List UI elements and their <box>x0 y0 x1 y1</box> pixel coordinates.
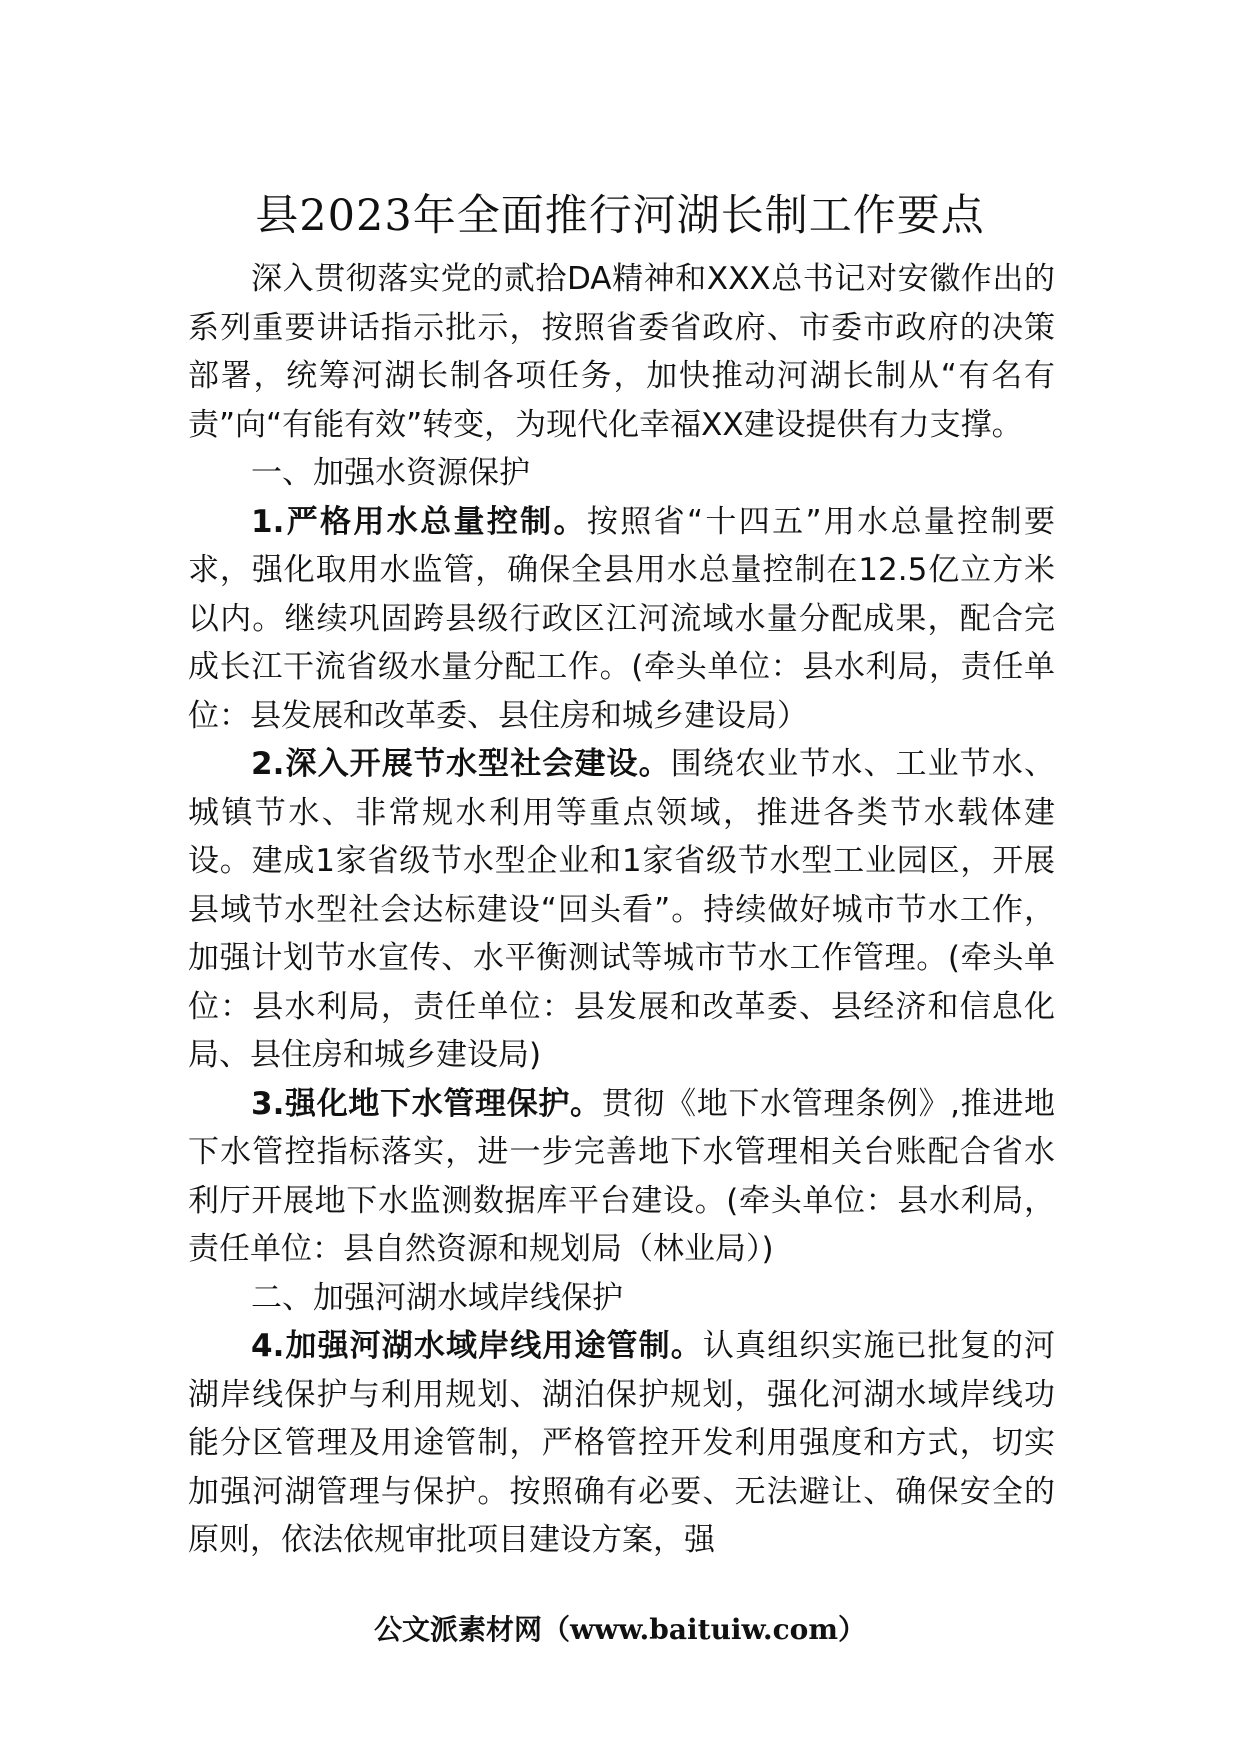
item-lead: 2.深入开展节水型社会建设。 <box>251 746 671 782</box>
section-heading-2: 二、加强河湖水域岸线保护 <box>251 1279 623 1316</box>
document-title: 县2023年全面推行河湖长制工作要点 <box>255 191 985 241</box>
item-text: 贯彻《地下水管理条例》,推进地下水管控指标落实，进一步完善地下水管理相关台账配合省水利厅开展地下水监测数据库平台建设。(牵头单位：县水利局，责任单位：县自然资源和规划局（林业局）) <box>188 1085 1055 1267</box>
document-body <box>188 255 1055 1565</box>
list-item <box>188 498 1055 741</box>
item-lead: 4.加强河湖水域岸线用途管制。 <box>251 1328 703 1364</box>
list-item <box>188 740 1055 1080</box>
intro-paragraph: 深入贯彻落实党的贰拾DA精神和XXX总书记对安徽作出的系列重要讲话指示批示，按照省委省政府、市委市政府的决策部署，统筹河湖长制各项任务，加快推动河湖长制从“有名有责”向“有能有效”转变，为现代化幸福XX建设提供有力支撑。 <box>188 261 1055 443</box>
item-lead: 1.严格用水总量控制。 <box>251 503 587 540</box>
list-item <box>188 1080 1055 1274</box>
item-text: 围绕农业节水、工业节水、城镇节水、非常规水利用等重点领域，推进各类节水载体建设。建成1家省级节水型企业和1家省级节水型工业园区，开展县域节水型社会达标建设“回头看”。持续做好城市节水工作，加强计划节水宣传、水平衡测试等城市节水工作管理。(牵头单位：县水利局，责任单位：县发展和改革委、县经济和信息化局、县住房和城乡建设局) <box>188 746 1055 1073</box>
list-item <box>188 1322 1055 1565</box>
item-text: 认真组织实施已批复的河湖岸线保护与利用规划、湖泊保护规划，强化河湖水域岸线功能分区管理及用途管制，严格管控开发利用强度和方式，切实加强河湖管理与保护。按照确有必要、无法避让、确保安全的原则，依法依规审批项目建设方案，强 <box>188 1328 1055 1558</box>
section-heading-1: 一、加强水资源保护 <box>251 455 530 491</box>
item-lead: 3.强化地下水管理保护。 <box>251 1085 602 1122</box>
footer-source: 公文派素材网（www.baituiw.com） <box>374 1613 866 1646</box>
item-text: 按照省“十四五”用水总量控制要求，强化取用水监管，确保全县用水总量控制在12.5亿立方米以内。继续巩固跨县级行政区江河流域水量分配成果，配合完成长江干流省级水量分配工作。(牵头单位：县水利局，责任单位：县发展和改革委、县住房和城乡建设局） <box>188 503 1055 734</box>
